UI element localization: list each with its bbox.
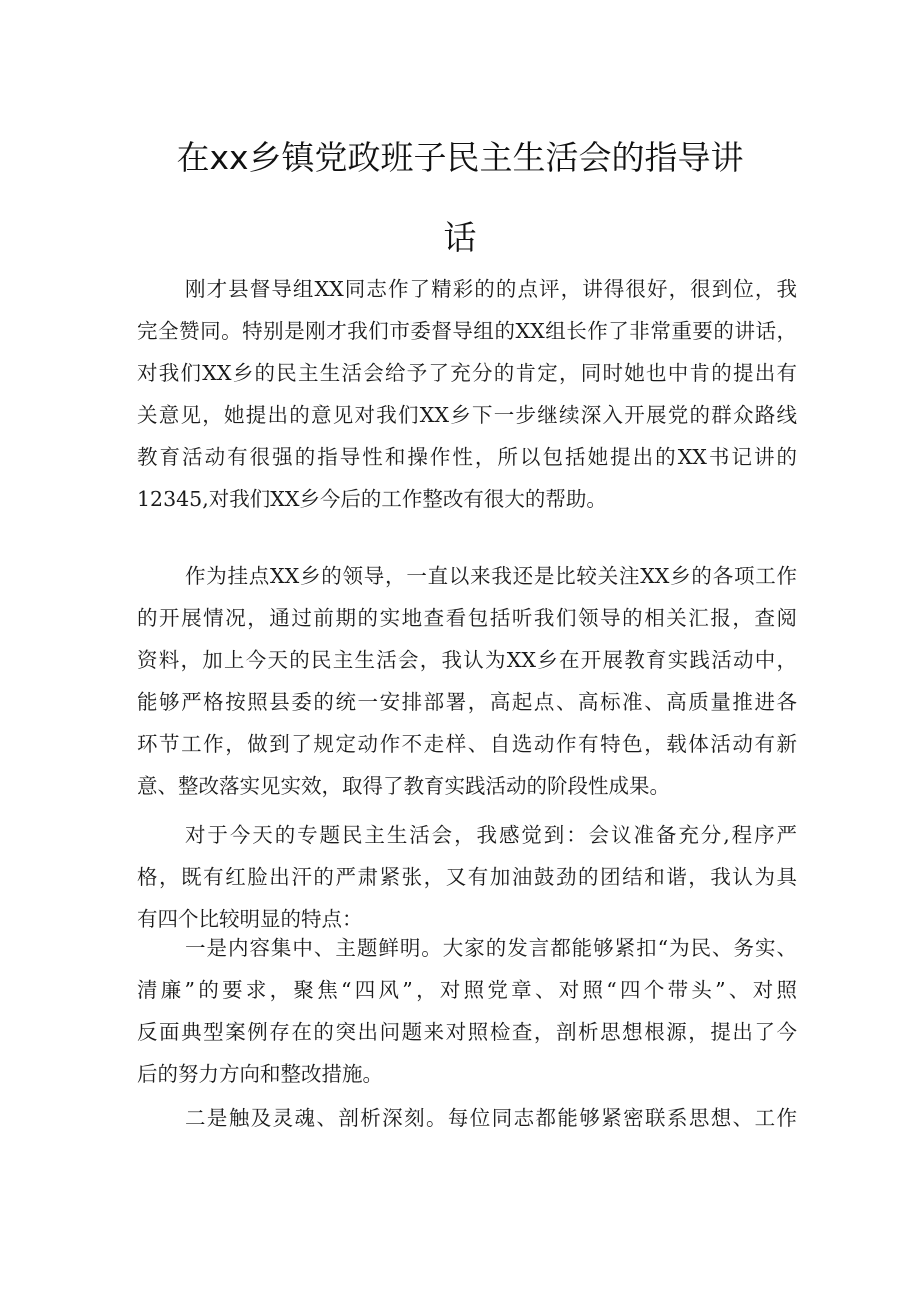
paragraph-line: 反面典型案例存在的突出问题来对照检查，剖析思想根源，提出了今	[137, 1020, 797, 1044]
paragraph-line: 作为挂点XX乡的领导，一直以来我还是比较关注XX乡的各项工作	[185, 564, 797, 588]
paragraph-line: 能够严格按照县委的统一安排部署，高起点、高标准、高质量推进各	[137, 690, 797, 714]
paragraph-line: 清廉”的要求，聚焦“四风”，对照党章、对照“四个带头”、对照	[137, 978, 797, 1002]
paragraph-line: 意、整改落实见实效，取得了教育实践活动的阶段性成果。	[137, 774, 670, 798]
paragraph-line: 关意见，她提出的意见对我们XX乡下一步继续深入开展党的群众路线	[137, 403, 797, 427]
paragraph-line: 环节工作，做到了规定动作不走样、自选动作有特色，载体活动有新	[137, 732, 797, 756]
paragraph-line: 二是触及灵魂、剖析深刻。每位同志都能够紧密联系思想、工作	[185, 1106, 797, 1130]
paragraph-line: 刚才县督导组XX同志作了精彩的的点评，讲得很好，很到位，我	[185, 277, 797, 301]
paragraph-line: 对于今天的专题民主生活会，我感觉到：会议准备充分,程序严	[185, 823, 797, 847]
paragraph-line: 教育活动有很强的指导性和操作性，所以包括她提出的XX书记讲的	[137, 445, 797, 469]
paragraph-line: 的开展情况，通过前期的实地查看包括听我们领导的相关汇报，查阅	[137, 606, 797, 630]
document-title-line-2: 话	[443, 218, 477, 257]
paragraph-line: 有四个比较明显的特点：	[137, 907, 363, 931]
document-title-line-1: 在xx乡镇党政班子民主生活会的指导讲	[176, 138, 744, 177]
paragraph-line: 12345,对我们XX乡今后的工作整改有很大的帮助。	[137, 487, 607, 511]
paragraph-line: 对我们XX乡的民主生活会给予了充分的肯定，同时她也中肯的提出有	[137, 361, 797, 385]
paragraph-line: 一是内容集中、主题鲜明。大家的发言都能够紧扣“为民、务实、	[185, 936, 797, 960]
paragraph-line: 格，既有红脸出汗的严肃紧张，又有加油鼓劲的团结和谐，我认为具	[137, 865, 797, 889]
paragraph-line: 完全赞同。特别是刚才我们市委督导组的XX组长作了非常重要的讲话，	[137, 319, 797, 343]
paragraph-line: 资料，加上今天的民主生活会，我认为XX乡在开展教育实践活动中，	[137, 648, 797, 672]
paragraph-line: 后的努力方向和整改措施。	[137, 1062, 383, 1086]
